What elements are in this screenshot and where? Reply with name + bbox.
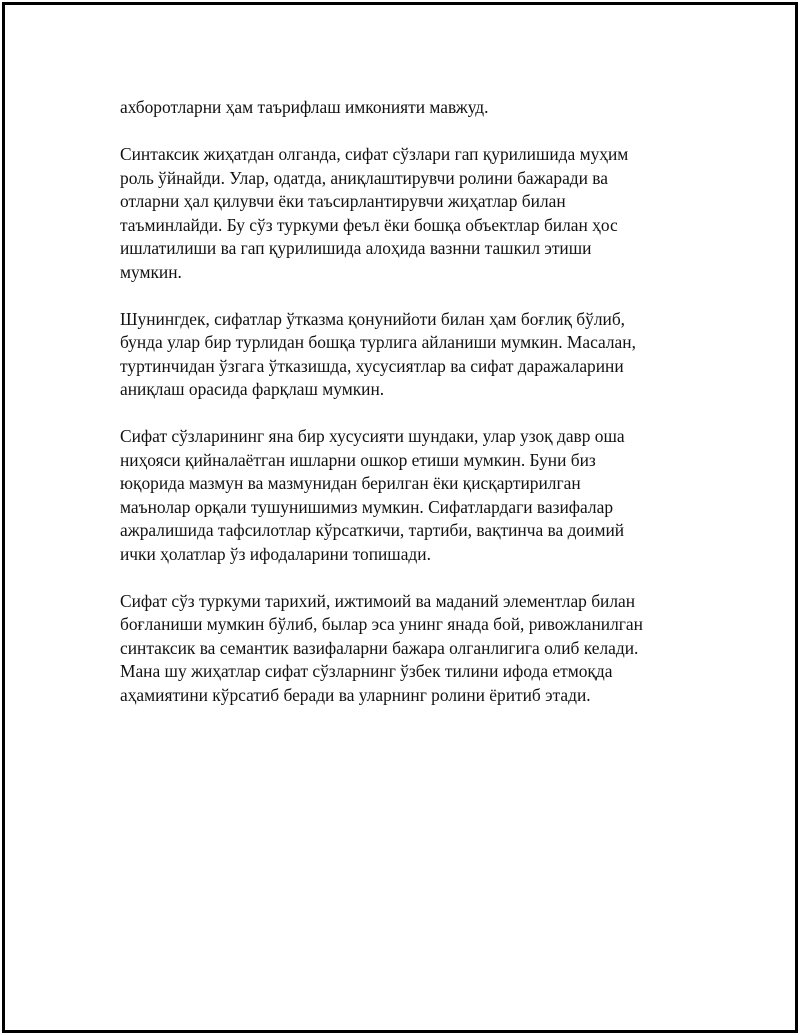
text-line: таъминлайди. Бу сўз туркуми феъл ёки бошқа объектлар билан ҳос	[120, 214, 618, 235]
text-line: ишлатилиши ва гап қурилишида алоҳида вазнни ташкил этиши	[120, 238, 592, 258]
text-line: боғланиши мумкин бўлиб, былар эса унинг янада бой, ривожланилган	[120, 614, 643, 634]
paragraph	[120, 143, 700, 284]
text-line: бунда улар бир турлидан бошқа турлига айланиши мумкин. Масалан,	[120, 332, 636, 352]
text-line: юқорида мазмун ва мазмунидан берилган ёки қисқартирилган	[120, 473, 581, 493]
paragraph	[120, 308, 700, 402]
text-line: туртинчидан ўзгага ўтказишда, хусусиятлар ва сифат даражаларини	[120, 355, 624, 376]
document-body	[120, 96, 700, 731]
text-line: аҳамиятини кўрсатиб беради ва уларнинг ролини ёритиб этади.	[120, 684, 591, 705]
text-line: роль ўйнайди. Улар, одатда, аниқлаштирувчи ролини бажаради ва	[120, 167, 608, 188]
text-line: ажралишида тафсилотлар кўрсаткичи, тартиби, вақтинча ва доимий	[120, 520, 625, 540]
paragraph	[120, 425, 700, 566]
text-line: Мана шу жиҳатлар сифат сўзларнинг ўзбек тилини ифода етмоқда	[120, 661, 613, 681]
paragraph	[120, 590, 700, 708]
text-line: мумкин.	[120, 261, 182, 282]
text-line: Сифат сўз туркуми тарихий, ижтимоий ва маданий элементлар билан	[120, 590, 636, 611]
paragraph	[120, 96, 700, 120]
text-line: ахборотларни ҳам таърифлаш имконияти мавжуд.	[120, 97, 489, 117]
text-line: Сифат сўзларининг яна бир хусусияти шундаки, улар узоқ давр оша	[120, 426, 625, 446]
text-line: ниҳояси қийналаётган ишларни ошкор етиши мумкин. Буни биз	[120, 449, 596, 470]
text-line: аниқлаш орасида фарқлаш мумкин.	[120, 379, 385, 399]
text-line: Шунингдек, сифатлар ўтказма қонунийоти билан ҳам боғлиқ бўлиб,	[120, 308, 626, 329]
text-line: маънолар орқали тушунишимиз мумкин. Сифатлардаги вазифалар	[120, 496, 614, 517]
text-line: отларни ҳал қилувчи ёки таъсирлантирувчи жиҳатлар билан	[120, 191, 566, 211]
text-line: Синтаксик жиҳатдан олганда, сифат сўзлари гап қурилишида муҳим	[120, 144, 629, 164]
text-line: синтаксик ва семантик вазифаларни бажара олганлигига олиб келади.	[120, 637, 639, 658]
text-line: ички ҳолатлар ўз ифодаларини топишади.	[120, 543, 431, 564]
document-page	[2, 2, 798, 1033]
